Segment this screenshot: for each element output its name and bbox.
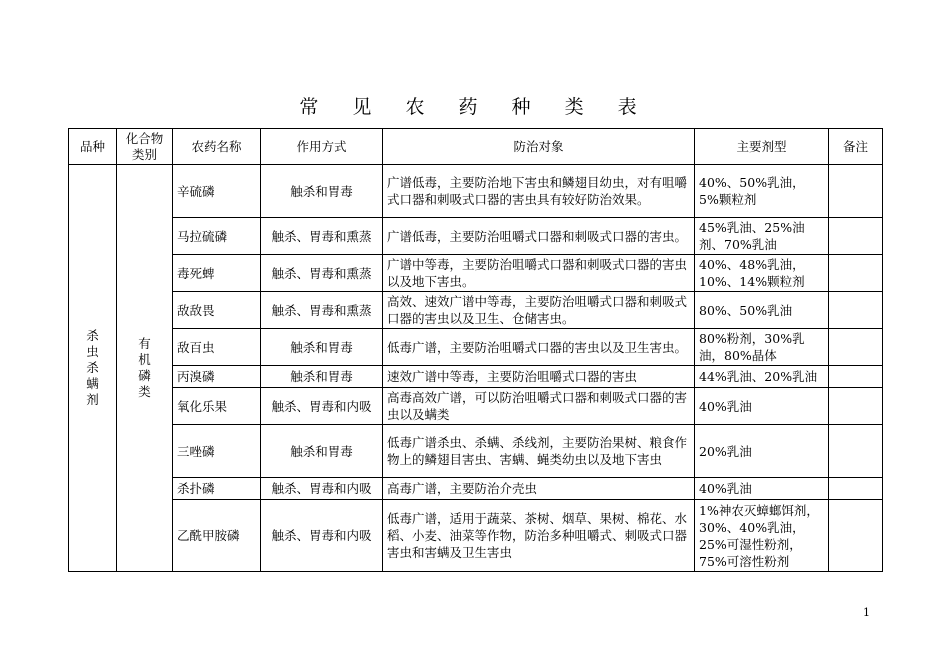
formulation: 40%、50%乳油，5%颗粒剂 <box>695 165 829 218</box>
header-cell: 品种 <box>69 129 117 165</box>
action-mode: 触杀和胃毒 <box>261 366 383 388</box>
control-target: 速效广谱中等毒，主要防治咀嚼式口器的害虫 <box>383 366 695 388</box>
action-mode: 触杀和胃毒 <box>261 165 383 218</box>
table-row <box>69 366 883 388</box>
compound-class-cell <box>117 165 173 572</box>
control-target: 广谱低毒，主要防治咀嚼式口器和刺吸式口器的害虫。 <box>383 218 695 255</box>
action-mode: 触杀和胃毒 <box>261 425 383 478</box>
pesticide-name: 敌百虫 <box>173 329 261 366</box>
header-cell: 主要剂型 <box>695 129 829 165</box>
control-target: 低毒广谱，主要防治咀嚼式口器的害虫以及卫生害虫。 <box>383 329 695 366</box>
remark <box>829 292 883 329</box>
action-mode: 触杀、胃毒和内吸 <box>261 478 383 500</box>
table-row <box>69 388 883 425</box>
pesticide-name: 辛硫磷 <box>173 165 261 218</box>
pesticide-name: 氧化乐果 <box>173 388 261 425</box>
formulation: 80%、50%乳油 <box>695 292 829 329</box>
action-mode: 触杀、胃毒和熏蒸 <box>261 292 383 329</box>
category-label: 杀虫杀螨剂 <box>86 328 99 407</box>
control-target: 高效、速效广谱中等毒，主要防治咀嚼式口器和刺吸式口器的害虫以及卫生、仓储害虫。 <box>383 292 695 329</box>
formulation: 20%乳油 <box>695 425 829 478</box>
table-row <box>69 500 883 572</box>
document-title: 常 见 农 药 种 类 表 <box>299 96 651 118</box>
header-cell: 农药名称 <box>173 129 261 165</box>
header-cell: 备注 <box>829 129 883 165</box>
header-row <box>69 129 883 165</box>
page-number: 1 <box>863 606 870 619</box>
action-mode: 触杀、胃毒和内吸 <box>261 388 383 425</box>
control-target: 广谱低毒，主要防治地下害虫和鳞翅目幼虫，对有咀嚼式口器和刺吸式口器的害虫具有较好防治效果。 <box>383 165 695 218</box>
pesticide-name: 三唑磷 <box>173 425 261 478</box>
remark <box>829 388 883 425</box>
pesticide-name: 敌敌畏 <box>173 292 261 329</box>
control-target: 高毒广谱，主要防治介壳虫 <box>383 478 695 500</box>
formulation: 40%乳油 <box>695 388 829 425</box>
remark <box>829 478 883 500</box>
pesticide-name: 丙溴磷 <box>173 366 261 388</box>
pesticide-name: 乙酰甲胺磷 <box>173 500 261 572</box>
pesticide-name: 杀扑磷 <box>173 478 261 500</box>
formulation: 40%乳油 <box>695 478 829 500</box>
control-target: 低毒广谱杀虫、杀螨、杀线剂，主要防治果树、粮食作物上的鳞翅目害虫、害螨、蝇类幼虫以及地下害虫 <box>383 425 695 478</box>
table-row <box>69 478 883 500</box>
control-target: 广谱中等毒，主要防治咀嚼式口器和刺吸式口器的害虫以及地下害虫。 <box>383 255 695 292</box>
table-row <box>69 329 883 366</box>
table-row <box>69 425 883 478</box>
remark <box>829 255 883 292</box>
control-target: 低毒广谱，适用于蔬菜、茶树、烟草、果树、棉花、水稻、小麦、油菜等作物，防治多种咀嚼式、刺吸式口器害虫和害螨及卫生害虫 <box>383 500 695 572</box>
pesticide-name: 毒死蜱 <box>173 255 261 292</box>
remark <box>829 218 883 255</box>
table-row <box>69 165 883 218</box>
remark <box>829 425 883 478</box>
pesticide-table <box>68 128 883 572</box>
table-row <box>69 218 883 255</box>
remark <box>829 366 883 388</box>
remark <box>829 165 883 218</box>
action-mode: 触杀、胃毒和熏蒸 <box>261 255 383 292</box>
pesticide-name: 马拉硫磷 <box>173 218 261 255</box>
formulation: 1%神农灭蟑螂饵剂，30%、40%乳油，25%可湿性粉剂，75%可溶性粉剂 <box>695 500 829 572</box>
header-cell: 化合物类别 <box>117 129 173 165</box>
formulation: 40%、48%乳油，10%、14%颗粒剂 <box>695 255 829 292</box>
remark <box>829 500 883 572</box>
action-mode: 触杀和胃毒 <box>261 329 383 366</box>
compound-class-label: 有机磷类 <box>138 336 151 399</box>
category-cell <box>69 165 117 572</box>
header-cell: 作用方式 <box>261 129 383 165</box>
formulation: 44%乳油、20%乳油 <box>695 366 829 388</box>
table-row <box>69 255 883 292</box>
formulation: 45%乳油、25%油剂、70%乳油 <box>695 218 829 255</box>
remark <box>829 329 883 366</box>
action-mode: 触杀、胃毒和内吸 <box>261 500 383 572</box>
formulation: 80%粉剂，30%乳油，80%晶体 <box>695 329 829 366</box>
header-cell: 防治对象 <box>383 129 695 165</box>
table-row <box>69 292 883 329</box>
control-target: 高毒高效广谱，可以防治咀嚼式口器和刺吸式口器的害虫以及螨类 <box>383 388 695 425</box>
action-mode: 触杀、胃毒和熏蒸 <box>261 218 383 255</box>
